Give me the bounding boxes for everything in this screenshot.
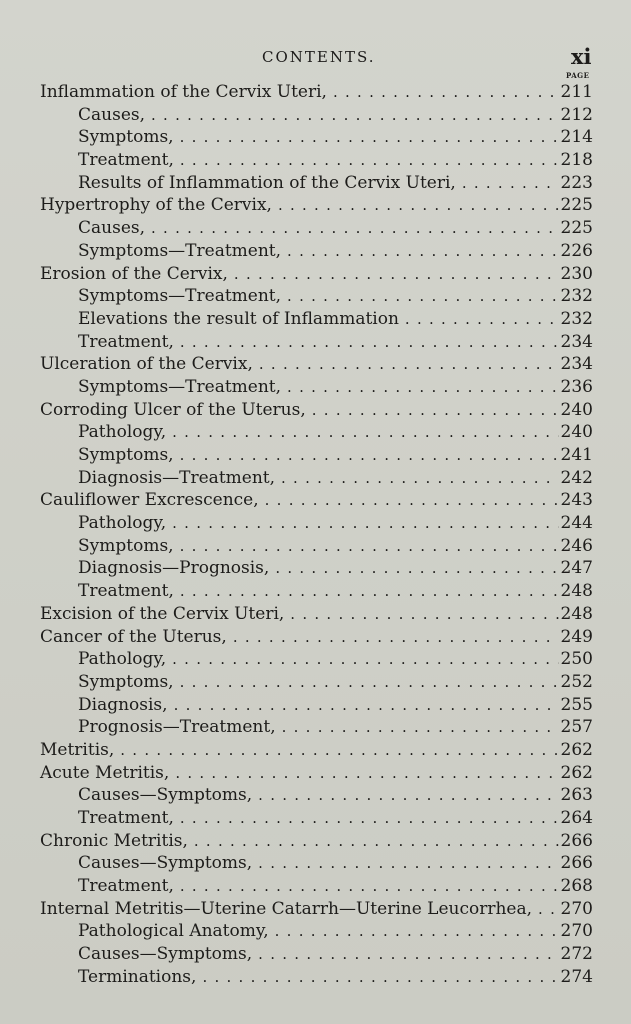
toc-entry-title: Treatment, bbox=[78, 581, 174, 602]
toc-entry-page: 223 bbox=[560, 172, 593, 193]
toc-entry-title: Prognosis—Treatment, bbox=[78, 717, 276, 738]
toc-entry-page: 263 bbox=[560, 785, 593, 806]
toc-entry-page: 211 bbox=[560, 82, 593, 102]
dot-leader bbox=[194, 830, 559, 853]
toc-entry bbox=[0, 285, 631, 308]
toc-entry bbox=[0, 263, 631, 286]
toc-entry bbox=[0, 739, 631, 762]
toc-entry-page: 264 bbox=[560, 808, 593, 828]
toc-entry-page: 247 bbox=[560, 558, 593, 579]
toc-entry-page: 232 bbox=[560, 286, 593, 307]
dot-leader bbox=[175, 762, 558, 785]
toc-entry-title: Causes—Symptoms, bbox=[78, 944, 253, 965]
toc-entry bbox=[0, 943, 631, 966]
dot-leader bbox=[281, 467, 559, 490]
dot-leader bbox=[333, 81, 559, 104]
toc-entry bbox=[0, 217, 631, 240]
toc-entry-title: Chronic Metritis, bbox=[40, 830, 188, 851]
dot-leader bbox=[174, 694, 559, 717]
dot-leader bbox=[202, 966, 558, 989]
dot-leader bbox=[180, 535, 559, 558]
toc-entry bbox=[0, 126, 631, 149]
toc-entry-page: 234 bbox=[560, 354, 593, 375]
toc-entry-page: 240 bbox=[560, 422, 593, 443]
toc-entry-title: Acute Metritis, bbox=[40, 762, 170, 783]
dot-leader bbox=[180, 126, 559, 149]
toc-entry-title: Symptoms, bbox=[78, 671, 174, 692]
toc-entry-title: Metritis, bbox=[40, 739, 115, 760]
dot-leader bbox=[287, 285, 559, 308]
toc-entry-title: Ulceration of the Cervix, bbox=[40, 354, 253, 375]
toc-entry bbox=[0, 784, 631, 807]
dot-leader bbox=[151, 217, 559, 240]
page-column-label: PAGE bbox=[566, 71, 590, 80]
dot-leader bbox=[265, 489, 559, 512]
dot-leader bbox=[462, 172, 559, 195]
toc-entry-title: Treatment, bbox=[78, 150, 174, 171]
toc-entry bbox=[0, 580, 631, 603]
toc-entry bbox=[0, 421, 631, 444]
toc-entry bbox=[0, 399, 631, 422]
toc-entry-title: Excision of the Cervix Uteri, bbox=[40, 603, 285, 624]
toc-entry-page: 243 bbox=[560, 490, 593, 511]
toc-entry-title: Diagnosis—Treatment, bbox=[78, 467, 276, 488]
page-number: xi bbox=[571, 44, 592, 69]
toc-entry-title: Hypertrophy of the Cervix, bbox=[40, 195, 272, 216]
toc-entry-title: Pathology, bbox=[78, 513, 167, 534]
toc-entry-title: Terminations, bbox=[78, 966, 197, 987]
toc-entry bbox=[0, 830, 631, 853]
toc-entry-page: 241 bbox=[560, 445, 593, 465]
toc-entry bbox=[0, 807, 631, 830]
toc-entry-page: 266 bbox=[560, 830, 593, 851]
toc-entry-page: 252 bbox=[560, 671, 593, 692]
toc-entry bbox=[0, 376, 631, 399]
toc-entry-page: 242 bbox=[560, 467, 593, 488]
toc-entry-page: 274 bbox=[560, 966, 593, 987]
toc-entry-page: 249 bbox=[560, 626, 593, 647]
toc-entry-title: Elevations the result of Inflammation bbox=[78, 308, 399, 329]
dot-leader bbox=[538, 898, 559, 921]
toc-entry-title: Cauliflower Excrescence, bbox=[40, 490, 259, 511]
toc-entry bbox=[0, 671, 631, 694]
dot-leader bbox=[282, 716, 559, 739]
toc-entry-title: Causes, bbox=[78, 104, 146, 125]
dot-leader bbox=[172, 512, 558, 535]
dot-leader bbox=[172, 648, 558, 671]
dot-leader bbox=[180, 807, 559, 830]
dot-leader bbox=[234, 263, 559, 286]
dot-leader bbox=[258, 784, 558, 807]
toc-entry bbox=[0, 512, 631, 535]
dot-leader bbox=[180, 149, 559, 172]
toc-entry-page: 255 bbox=[560, 694, 593, 715]
toc-entry-page: 230 bbox=[560, 263, 593, 284]
toc-entry-page: 248 bbox=[560, 581, 593, 602]
toc-entry-page: 236 bbox=[560, 376, 593, 397]
dot-leader bbox=[258, 852, 558, 875]
dot-leader bbox=[180, 875, 559, 898]
toc-entry bbox=[0, 194, 631, 217]
toc-entry bbox=[0, 898, 631, 921]
toc-entry bbox=[0, 308, 631, 331]
toc-entry-title: Treatment, bbox=[78, 808, 174, 828]
dot-leader bbox=[120, 739, 558, 762]
toc-entry bbox=[0, 626, 631, 649]
toc-entry-page: 246 bbox=[560, 535, 593, 556]
toc-entry bbox=[0, 240, 631, 263]
toc-entry-page: 225 bbox=[560, 218, 593, 239]
toc-entry-title: Treatment, bbox=[78, 876, 174, 897]
toc-entry bbox=[0, 920, 631, 943]
toc-entry-page: 257 bbox=[560, 717, 593, 738]
toc-entry-title: Results of Inflammation of the Cervix Uteri, bbox=[78, 172, 456, 193]
toc-entry bbox=[0, 694, 631, 717]
table-of-contents bbox=[0, 81, 631, 989]
toc-entry-page: 270 bbox=[560, 921, 593, 942]
dot-leader bbox=[172, 421, 558, 444]
toc-entry bbox=[0, 535, 631, 558]
toc-entry-title: Internal Metritis—Uterine Catarrh—Uterine Leucorrhea, bbox=[40, 898, 533, 919]
toc-entry-page: 250 bbox=[560, 649, 593, 670]
toc-entry-page: 248 bbox=[560, 603, 593, 624]
toc-entry-page: 262 bbox=[560, 739, 593, 760]
toc-entry-title: Erosion of the Cervix, bbox=[40, 263, 228, 284]
dot-leader bbox=[275, 920, 559, 943]
dot-leader bbox=[151, 104, 559, 127]
toc-entry-title: Causes, bbox=[78, 218, 146, 239]
toc-entry bbox=[0, 353, 631, 376]
toc-entry bbox=[0, 648, 631, 671]
dot-leader bbox=[233, 626, 559, 649]
toc-entry-page: 232 bbox=[560, 308, 593, 329]
toc-entry-page: 266 bbox=[560, 853, 593, 874]
toc-entry bbox=[0, 966, 631, 989]
toc-entry bbox=[0, 467, 631, 490]
toc-entry-title: Pathological Anatomy, bbox=[78, 921, 269, 942]
toc-entry-title: Treatment, bbox=[78, 331, 174, 352]
toc-entry-title: Symptoms—Treatment, bbox=[78, 240, 282, 261]
page-header bbox=[0, 44, 631, 80]
toc-entry-page: 262 bbox=[560, 762, 593, 783]
toc-entry bbox=[0, 331, 631, 354]
dot-leader bbox=[180, 671, 559, 694]
toc-entry-title: Causes—Symptoms, bbox=[78, 785, 253, 806]
dot-leader bbox=[258, 943, 558, 966]
toc-entry-page: 272 bbox=[560, 944, 593, 965]
toc-entry-page: 270 bbox=[560, 898, 593, 919]
toc-entry bbox=[0, 444, 631, 467]
toc-entry-title: Diagnosis—Prognosis, bbox=[78, 558, 270, 579]
toc-entry-title: Inflammation of the Cervix Uteri, bbox=[40, 82, 327, 102]
toc-entry bbox=[0, 172, 631, 195]
running-title: CONTENTS. bbox=[262, 48, 376, 66]
toc-entry bbox=[0, 149, 631, 172]
toc-entry-page: 240 bbox=[560, 399, 593, 420]
toc-entry bbox=[0, 603, 631, 626]
toc-entry bbox=[0, 557, 631, 580]
toc-entry-title: Cancer of the Uterus, bbox=[40, 626, 227, 647]
toc-entry-title: Pathology, bbox=[78, 422, 167, 443]
toc-entry-page: 244 bbox=[560, 513, 593, 534]
toc-entry-title: Diagnosis, bbox=[78, 694, 168, 715]
dot-leader bbox=[259, 353, 559, 376]
toc-entry-page: 225 bbox=[560, 195, 593, 216]
toc-entry-title: Pathology, bbox=[78, 649, 167, 670]
toc-entry-page: 218 bbox=[560, 150, 593, 171]
toc-entry-title: Symptoms, bbox=[78, 535, 174, 556]
toc-entry bbox=[0, 81, 631, 104]
dot-leader bbox=[275, 557, 558, 580]
toc-entry-title: Causes—Symptoms, bbox=[78, 853, 253, 874]
dot-leader bbox=[405, 308, 559, 331]
toc-entry bbox=[0, 489, 631, 512]
toc-entry-title: Symptoms—Treatment, bbox=[78, 376, 282, 397]
toc-entry-title: Corroding Ulcer of the Uterus, bbox=[40, 399, 306, 420]
dot-leader bbox=[180, 331, 559, 354]
toc-entry-title: Symptoms, bbox=[78, 445, 174, 465]
toc-entry-title: Symptoms—Treatment, bbox=[78, 286, 282, 307]
toc-entry bbox=[0, 852, 631, 875]
toc-entry-page: 268 bbox=[560, 876, 593, 897]
dot-leader bbox=[278, 194, 559, 217]
toc-entry-page: 234 bbox=[560, 331, 593, 352]
toc-entry-page: 226 bbox=[560, 240, 593, 261]
toc-entry-title: Symptoms, bbox=[78, 127, 174, 148]
toc-entry-page: 214 bbox=[560, 127, 593, 148]
dot-leader bbox=[287, 240, 559, 263]
toc-entry bbox=[0, 762, 631, 785]
dot-leader bbox=[287, 376, 559, 399]
dot-leader bbox=[180, 444, 559, 467]
toc-entry bbox=[0, 875, 631, 898]
dot-leader bbox=[180, 580, 559, 603]
toc-entry-page: 212 bbox=[560, 104, 593, 125]
dot-leader bbox=[290, 603, 558, 626]
dot-leader bbox=[312, 399, 559, 422]
toc-entry bbox=[0, 104, 631, 127]
toc-entry bbox=[0, 716, 631, 739]
